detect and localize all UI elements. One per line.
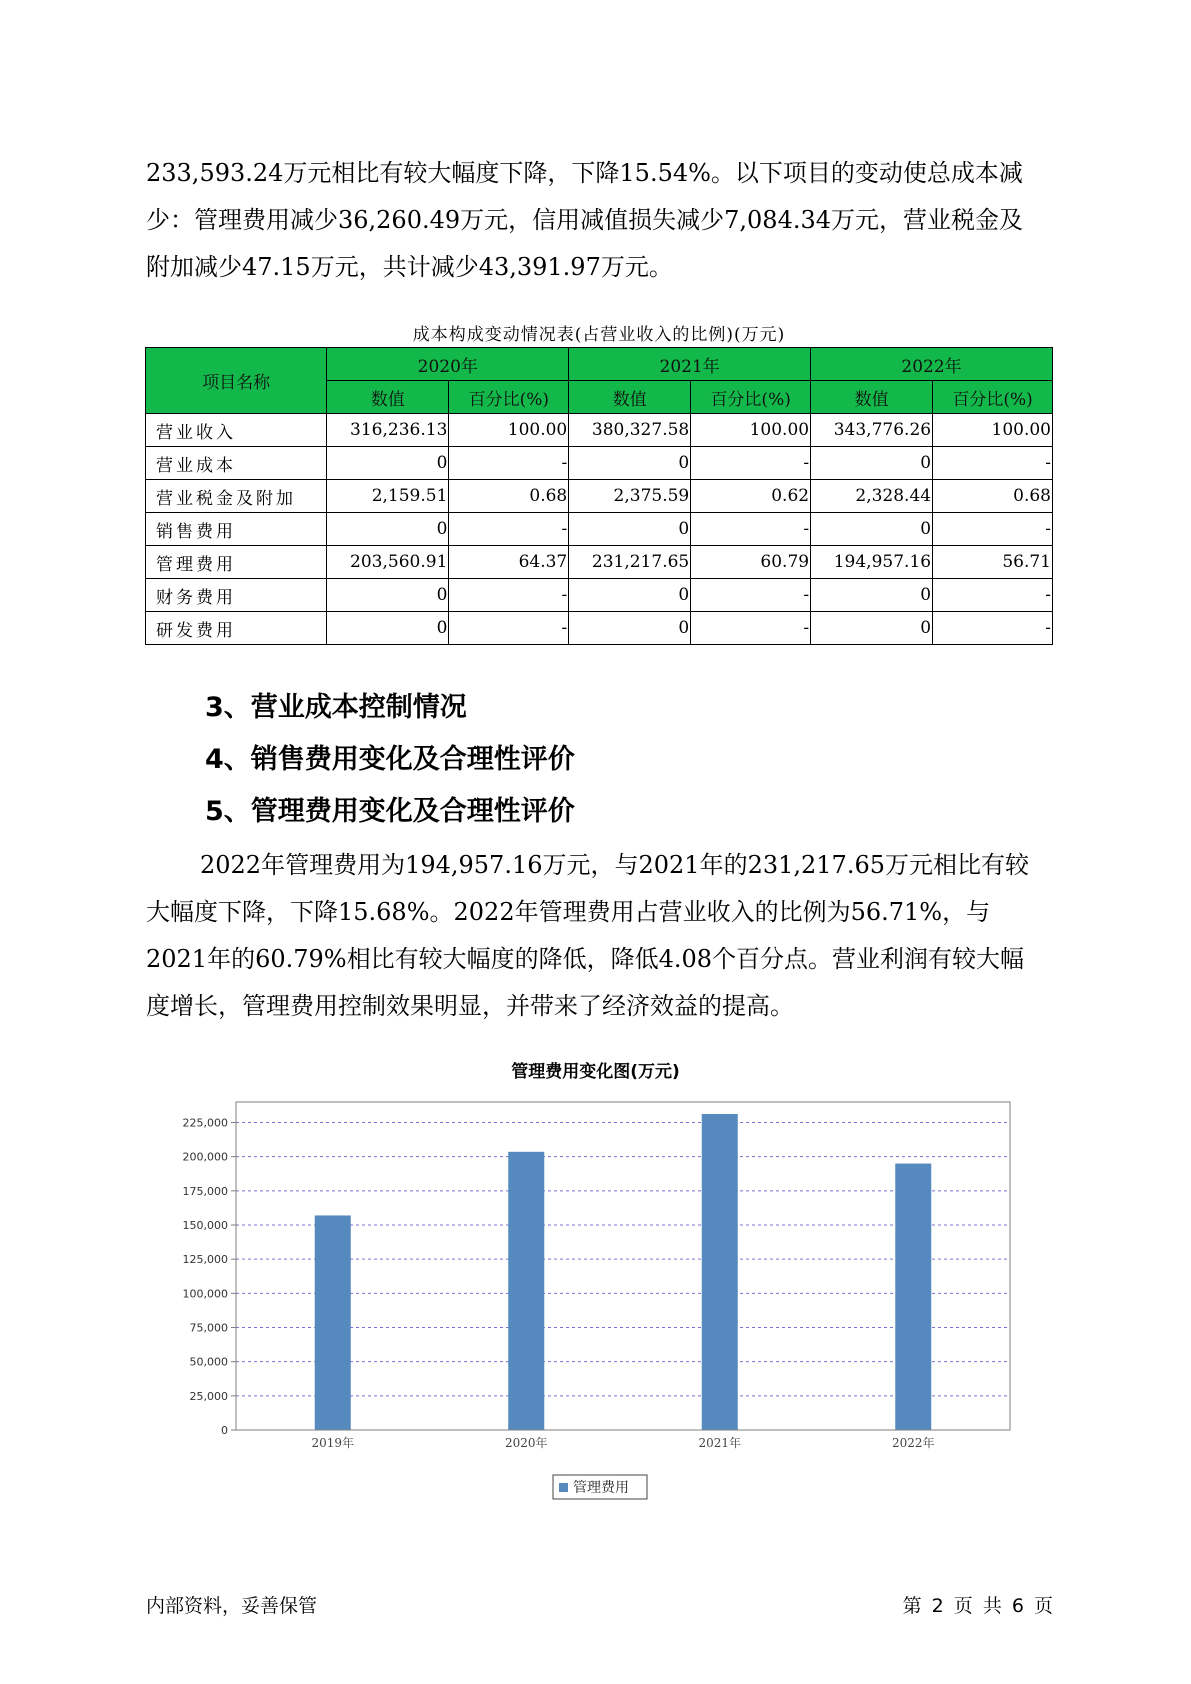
y-tick-label: 125,000	[182, 1253, 228, 1267]
row-label: 营业收入	[146, 414, 327, 447]
y-tick-label: 100,000	[182, 1287, 228, 1301]
value-cell: 203,560.91	[327, 546, 449, 579]
y-tick-label: 225,000	[182, 1116, 228, 1130]
header-year: 2020年	[327, 348, 569, 381]
y-tick-label: 200,000	[182, 1150, 228, 1164]
percent-cell: -	[449, 513, 569, 546]
x-tick-label: 2019年	[311, 1436, 355, 1450]
bar	[508, 1152, 544, 1430]
table-row	[146, 447, 1053, 480]
section-heading-5: 5、管理费用变化及合理性评价	[205, 796, 575, 827]
percent-cell: -	[933, 579, 1053, 612]
value-cell: 0	[811, 612, 933, 645]
bar	[895, 1164, 931, 1430]
table-row	[146, 513, 1053, 546]
percent-cell: -	[691, 579, 811, 612]
table-row	[146, 579, 1053, 612]
value-cell: 0	[327, 579, 449, 612]
value-cell: 0	[569, 579, 691, 612]
value-cell: 2,375.59	[569, 480, 691, 513]
intro-paragraph: 233,593.24万元相比有较大幅度下降，下降15.54%。以下项目的变动使总成本减少：管理费用减少36,260.49万元，信用减值损失减少7,084.34万元，营业税金及附加减少47.15万元，共计减少43,391.97万元。	[146, 159, 1024, 281]
percent-cell: -	[449, 447, 569, 480]
percent-cell: -	[933, 447, 1053, 480]
value-cell: 0	[569, 447, 691, 480]
percent-cell: 100.00	[691, 414, 811, 447]
chart-title: 管理费用变化图(万元)	[511, 1062, 680, 1082]
table-row	[146, 612, 1053, 645]
value-cell: 0	[327, 513, 449, 546]
table-caption: 成本构成变动情况表(占营业收入的比例)(万元)	[412, 325, 786, 345]
row-label: 研发费用	[146, 612, 327, 645]
row-label: 管理费用	[146, 546, 327, 579]
y-tick-label: 150,000	[182, 1219, 228, 1232]
footer-page-number: 第 2 页 共 6 页	[902, 1595, 1053, 1617]
percent-cell: -	[449, 579, 569, 612]
value-cell: 0	[569, 612, 691, 645]
header-value: 数值	[569, 381, 691, 414]
value-cell: 0	[327, 612, 449, 645]
row-label: 销售费用	[146, 513, 327, 546]
header-percent: 百分比(%)	[691, 381, 811, 414]
x-tick-label: 2022年	[891, 1436, 935, 1450]
header-percent: 百分比(%)	[449, 381, 569, 414]
y-tick-label: 50,000	[189, 1355, 228, 1369]
cost-structure-table	[145, 347, 1053, 645]
table-row	[146, 480, 1053, 513]
header-year: 2021年	[569, 348, 811, 381]
section-heading-4: 4、销售费用变化及合理性评价	[205, 744, 575, 775]
header-value: 数值	[327, 381, 449, 414]
section-heading-3: 3、营业成本控制情况	[205, 692, 467, 723]
value-cell: 2,328.44	[811, 480, 933, 513]
bar	[702, 1114, 738, 1430]
header-item-name: 项目名称	[146, 348, 327, 414]
header-year: 2022年	[811, 348, 1053, 381]
percent-cell: 0.62	[691, 480, 811, 513]
percent-cell: -	[691, 612, 811, 645]
y-tick-label: 75,000	[189, 1321, 228, 1335]
percent-cell: -	[933, 612, 1053, 645]
bar	[315, 1215, 351, 1430]
percent-cell: -	[449, 612, 569, 645]
row-label: 财务费用	[146, 579, 327, 612]
y-tick-label: 175,000	[182, 1184, 228, 1198]
table-row	[146, 546, 1053, 579]
row-label: 营业税金及附加	[146, 480, 327, 513]
percent-cell: 100.00	[449, 414, 569, 447]
legend-swatch	[559, 1483, 568, 1492]
percent-cell: 0.68	[449, 480, 569, 513]
y-tick-label: 25,000	[189, 1389, 228, 1403]
percent-cell: -	[691, 513, 811, 546]
y-tick-label: 0	[221, 1424, 228, 1437]
header-value: 数值	[811, 381, 933, 414]
percent-cell: -	[691, 447, 811, 480]
table-row	[146, 414, 1053, 447]
management-expense-paragraph: 2022年管理费用为194,957.16万元，与2021年的231,217.65万元相比有较大幅度下降，下降15.68%。2022年管理费用占营业收入的比例为56.71%，与2021年的60.79%相比有较大幅度的降低，降低4.08个百分点。营业利润有较大幅度增长，管理费用控制效果明显，并带来了经济效益的提高。	[146, 851, 1029, 1020]
x-tick-label: 2021年	[698, 1436, 742, 1450]
value-cell: 0	[811, 579, 933, 612]
value-cell: 0	[327, 447, 449, 480]
value-cell: 380,327.58	[569, 414, 691, 447]
value-cell: 231,217.65	[569, 546, 691, 579]
value-cell: 2,159.51	[327, 480, 449, 513]
value-cell: 0	[811, 447, 933, 480]
percent-cell: 56.71	[933, 546, 1053, 579]
plot-area	[236, 1102, 1010, 1430]
management-expense-chart	[150, 1090, 1040, 1520]
percent-cell: 100.00	[933, 414, 1053, 447]
row-label: 营业成本	[146, 447, 327, 480]
percent-cell: 60.79	[691, 546, 811, 579]
value-cell: 0	[569, 513, 691, 546]
x-tick-label: 2020年	[504, 1436, 548, 1450]
percent-cell: 64.37	[449, 546, 569, 579]
percent-cell: 0.68	[933, 480, 1053, 513]
legend-label: 管理费用	[573, 1480, 629, 1496]
footer-confidential-note: 内部资料，妥善保管	[146, 1595, 318, 1617]
header-percent: 百分比(%)	[933, 381, 1053, 414]
value-cell: 316,236.13	[327, 414, 449, 447]
value-cell: 343,776.26	[811, 414, 933, 447]
value-cell: 0	[811, 513, 933, 546]
value-cell: 194,957.16	[811, 546, 933, 579]
percent-cell: -	[933, 513, 1053, 546]
